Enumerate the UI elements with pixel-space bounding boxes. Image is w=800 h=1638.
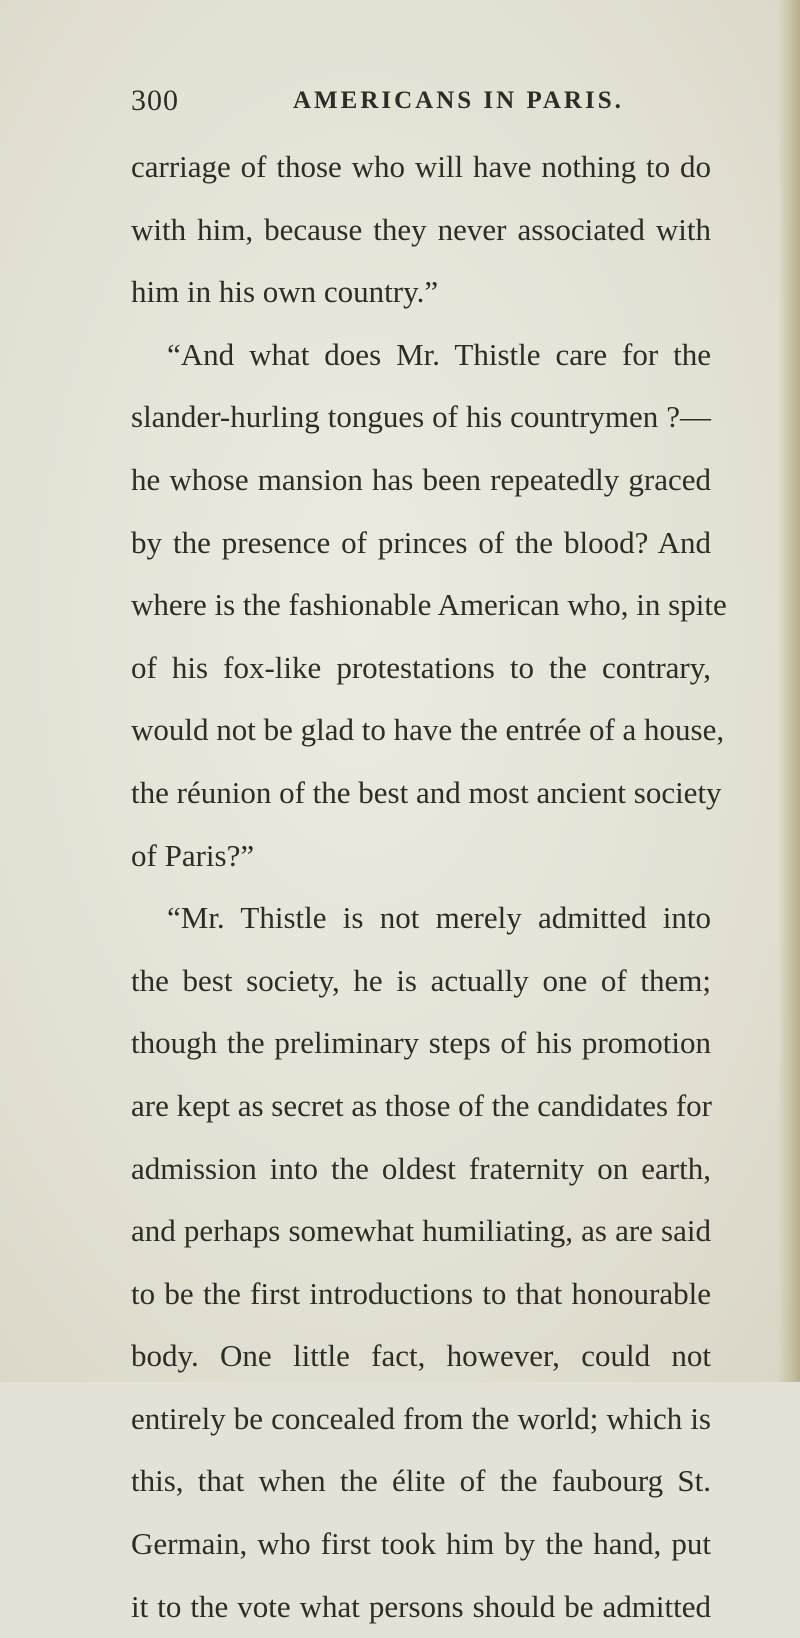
text-line: Germain, who first took him by the hand, put: [131, 1526, 711, 1562]
page-edge: [778, 0, 800, 1382]
text-line: to be the first introductions to that honourable: [131, 1275, 711, 1311]
text-line: entirely be concealed from the world; which is: [131, 1400, 711, 1436]
text-line: the réunion of the best and most ancient society: [131, 774, 722, 810]
text-line: are kept as secret as those of the candidates for: [131, 1087, 712, 1123]
running-head: AMERICANS IN PARIS.: [293, 87, 624, 114]
text-line: the best society, he is actually one of them;: [131, 962, 711, 998]
text-line: with him, because they never associated with: [131, 211, 711, 247]
text-line: and perhaps somewhat humiliating, as are said: [131, 1213, 711, 1249]
text-line: slander-hurling tongues of his countrymen ?—: [131, 399, 711, 435]
text-line: he whose mansion has been repeatedly graced: [131, 461, 711, 497]
page-number: 300: [131, 84, 179, 117]
text-line: of his fox-like protestations to the contrary,: [131, 649, 711, 685]
body-text: [131, 136, 727, 1638]
text-line: though the preliminary steps of his promotion: [131, 1025, 711, 1061]
text-line: it to the vote what persons should be admitted: [131, 1588, 711, 1624]
text-line: “And what does Mr. Thistle care for the: [167, 336, 711, 372]
text-line: where is the fashionable American who, in spite: [131, 587, 727, 623]
text-line: by the presence of princes of the blood? And: [131, 524, 711, 560]
page-header: [131, 84, 731, 120]
text-line: body. One little fact, however, could not: [131, 1338, 711, 1374]
text-line: carriage of those who will have nothing to do: [131, 149, 711, 184]
text-line: would not be glad to have the entrée of a house,: [131, 712, 725, 748]
text-line: “Mr. Thistle is not merely admitted into: [167, 900, 711, 936]
text-line: him in his own country.”: [131, 274, 439, 310]
text-line: of Paris?”: [131, 837, 255, 873]
text-line: admission into the oldest fraternity on earth,: [131, 1150, 711, 1186]
text-line: this, that when the élite of the faubourg St.: [131, 1463, 711, 1499]
